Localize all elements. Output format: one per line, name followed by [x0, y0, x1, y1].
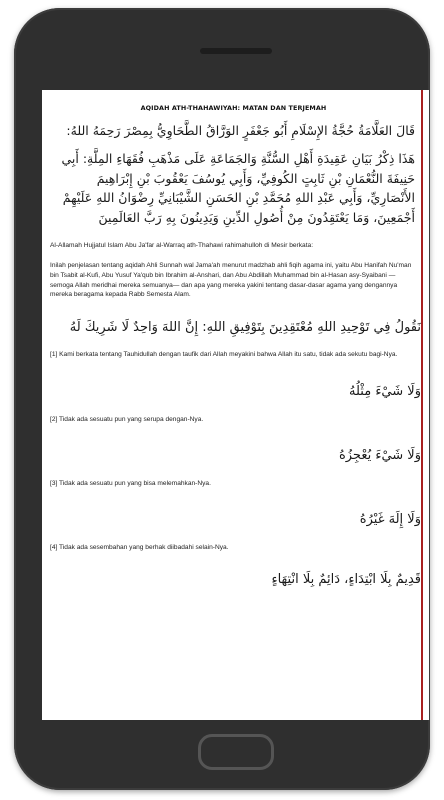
arabic-intro-2: هَذَا ذِكْرُ بَيَانِ عَقِيدَةِ أَهْلِ السُّنَّةِ وَالجَمَاعَةِ عَلَى مَذْهَبِ فُقَهَاءِ المِلَّةِ: أَبِي حَنِيفَةَ النُّعْمَانِ بْنِ ثَابِتٍ الكُوفِيِّ، وَأَبِي يُوسُفَ يَعْقُوبَ بْنِ إِبْرَاهِيمَ الأَنْصَارِيِّ، وَأَبِي عَبْدِ اللهِ مُحَمَّدِ بْنِ الحَسَنِ الشَّيْبَانِيِّ رِضْوَانُ اللهِ عَلَيْهِمْ أَجْمَعِينَ، وَمَا يَعْتَقِدُونَ مِنْ أُصُولِ الدِّينِ وَيَدِينُونَ بِهِ رَبَّ العَالَمِينَ: [61, 151, 415, 225]
app-screen[interactable]: [42, 90, 429, 720]
document-title: AQIDAH ATH-THAHAWIYAH: MATAN DAN TERJEMAH: [140, 104, 327, 112]
arabic-phrase-3: وَلَا شَيْءَ يُعْجِزُهُ: [338, 448, 421, 464]
speaker-grille: [200, 48, 272, 54]
note-2: [2] Tidak ada sesuatu pun yang serupa dengan-Nya.: [50, 415, 204, 423]
home-button[interactable]: [198, 734, 274, 770]
note-1: [1] Kami berkata tentang Tauhidullah dengan taufik dari Allah meyakini bahwa Allah itu satu, tidak ada sekutu bagi-Nya.: [50, 351, 398, 359]
note-3: [3] Tidak ada sesuatu pun yang bisa melemahkan-Nya.: [50, 479, 211, 487]
arabic-phrase-4: وَلَا إِلَهَ غَيْرُهُ: [359, 512, 421, 528]
arabic-intro-1: قَالَ العَلَّامَةُ حُجَّةُ الإِسْلَامِ أَبُو جَعْفَرٍ الوَرَّاقُ الطَّحَاوِيُّ بِمِصْرَ رَحِمَهُ اللهُ:: [66, 123, 415, 138]
latin-attribution: Al-Allamah Hujjatul Islam Abu Ja'far al-Warraq ath-Thahawi rahimahulloh di Mesir berkata:: [50, 241, 314, 249]
arabic-phrase-2: وَلَا شَيْءَ مِثْلُهُ: [349, 384, 421, 400]
document-page[interactable]: [46, 90, 423, 720]
note-4: [4] Tidak ada sesembahan yang berhak diibadahi selain-Nya.: [50, 543, 229, 551]
arabic-phrase-5: قَدِيمٌ بِلَا ابْتِدَاءٍ، دَائِمٌ بِلَا انْتِهَاءٍ: [271, 572, 421, 588]
phone-frame: [14, 8, 430, 790]
latin-explanation: Inilah penjelasan tentang aqidah Ahli Sunnah wal Jama'ah menurut madzhab ahli fiqih agama ini, yaitu Abu Hanifah Nu'man bin Tsabit al-Kufi, Abu Yusuf Ya'qub bin Ibrahim al-Anshari, dan Abu Abdillah Muhammad bin al-Hasan asy-Syaibani —semoga Allah meridhai mereka semuanya— dan apa yang mereka yakini tentang dasar-dasar agama yang dengannya mereka beragama kepada Rabb Semesta Alam.: [50, 261, 412, 299]
arabic-verse-1: نَقُولُ فِي تَوْحِيدِ اللهِ مُعْتَقِدِينَ بِتَوْفِيقِ اللهِ: إِنَّ اللهَ وَاحِدٌ لَا شَرِيكَ لَهُ: [69, 320, 421, 336]
